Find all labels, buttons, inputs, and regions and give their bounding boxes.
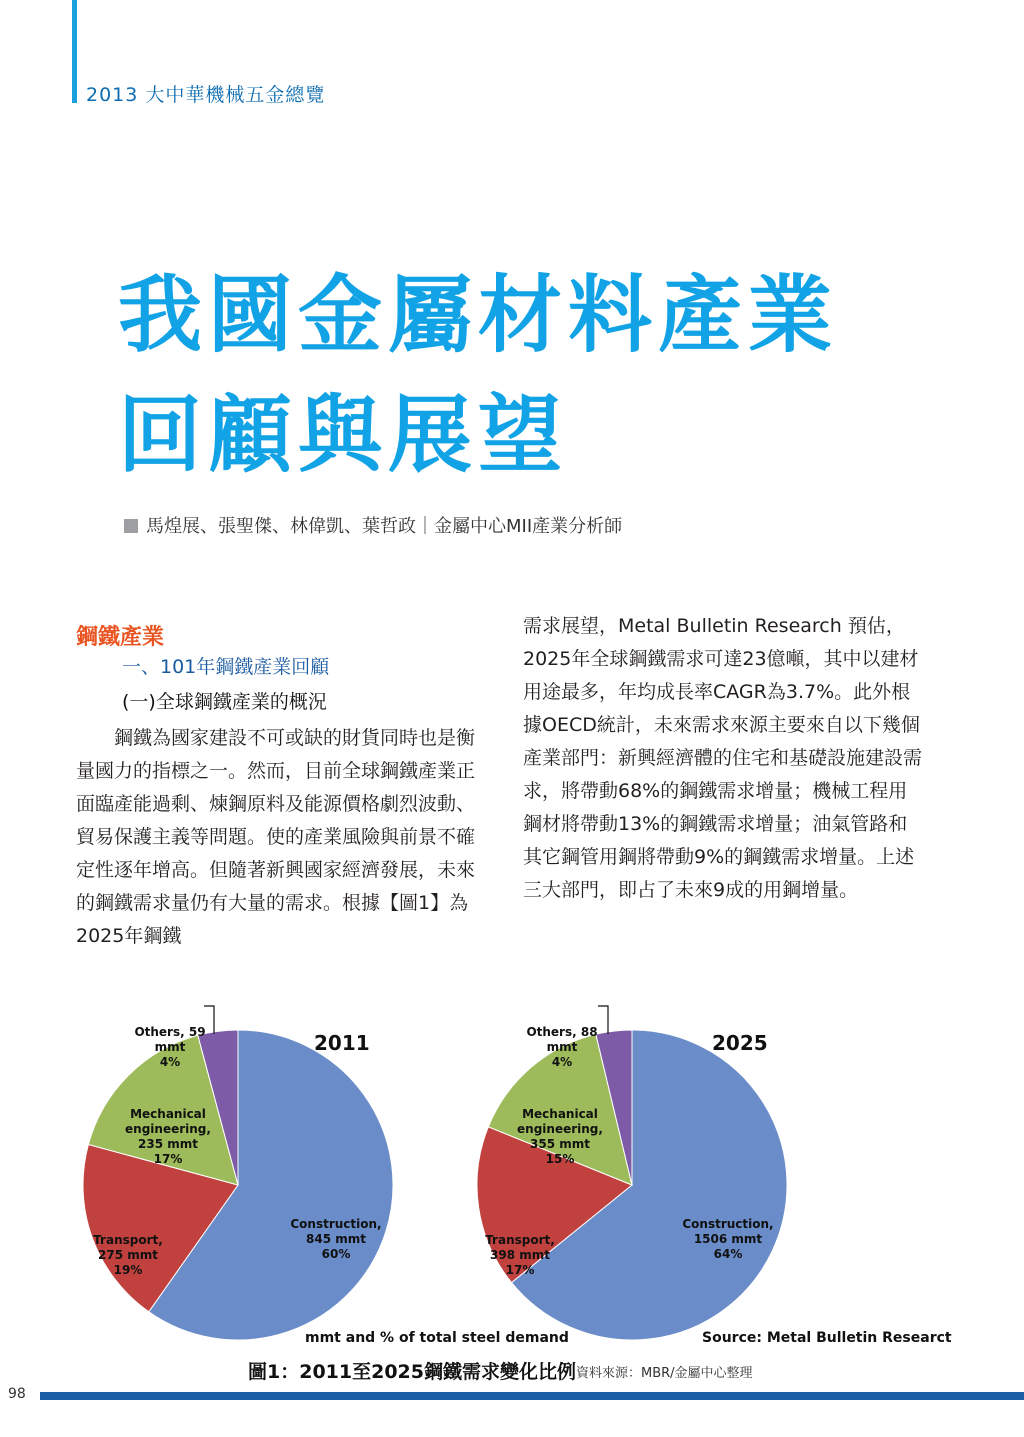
pie-label-line: engineering, xyxy=(517,1122,603,1136)
pie-label-construction xyxy=(682,1217,773,1262)
article-title-line1: 我國金屬材料產業 xyxy=(118,266,839,364)
authors-line xyxy=(124,512,622,538)
pie-label-others xyxy=(526,1025,597,1070)
chart-title-2025: 2025 xyxy=(712,1031,768,1055)
others-leader-line xyxy=(598,1006,608,1034)
authors-text: 馬煌展、張聖傑、林偉凱、葉哲政｜金屬中心MII產業分析師 xyxy=(146,516,623,537)
pie-chart-2025 xyxy=(470,995,920,1355)
pie-label-line: Others, 59 xyxy=(134,1025,206,1039)
pie-label-others xyxy=(134,1025,205,1070)
pie-label-line: 64% xyxy=(713,1247,743,1261)
pie-label-mechanical-engineering xyxy=(517,1107,603,1167)
pie-chart-2011 xyxy=(78,995,528,1355)
pie-label-line: 398 mmt xyxy=(490,1248,550,1262)
pie-label-line: mmt xyxy=(154,1040,186,1054)
pie-label-line: Mechanical xyxy=(522,1107,598,1121)
pie-label-line: 1506 mmt xyxy=(693,1232,763,1246)
pie-label-line: Mechanical xyxy=(130,1107,206,1121)
pie-label-line: Construction, xyxy=(682,1217,774,1231)
pie-label-line: 845 mmt xyxy=(306,1232,366,1246)
article-title-line2: 回顧與展望 xyxy=(118,386,569,484)
chart-unit-note: mmt and % of total steel demand xyxy=(305,1330,569,1346)
chart-title-2011: 2011 xyxy=(314,1031,370,1055)
section-heading: 鋼鐵產業 xyxy=(76,625,165,650)
figure-caption: 圖1：2011至2025鋼鐵需求變化比例 xyxy=(248,1361,576,1383)
body-text-left: 鋼鐵為國家建設不可或缺的財貨同時也是衡量國力的指標之一。然而，目前全球鋼鐵產業正面臨產能過剩、煉鋼原料及能源價格劇烈波動、貿易保護主義等問題。使的產業風險與前景不確定性逐年增高。但隨著新興國家經濟發展，未來的鋼鐵需求量仍有大量的需求。根據【圖1】為2025年鋼鐵 xyxy=(76,727,476,947)
publication-header: 2013 大中華機械五金總覽 xyxy=(86,84,326,106)
pie-label-line: 4% xyxy=(551,1055,573,1069)
pie-label-line: Construction, xyxy=(290,1217,382,1231)
pie-label-line: 17% xyxy=(505,1263,535,1277)
pie-label-line: 4% xyxy=(159,1055,181,1069)
square-bullet-icon xyxy=(124,519,138,533)
pie-label-line: 235 mmt xyxy=(138,1137,198,1151)
pie-label-line: 19% xyxy=(113,1263,143,1277)
body-text-right: 需求展望，Metal Bulletin Research 預估，2025年全球鋼鐵需求可達23億噸，其中以建材用途最多，年均成長率CAGR為3.7%。此外根據OECD統計，未來需求來源主要來自以下幾個產業部門：新興經濟體的住宅和基礎設施建設需求，將帶動68%的鋼鐵需求增量；機械工程用鋼材將帶動13%的鋼鐵需求增量；油氣管路和其它鋼管用鋼將帶動9%的鋼鐵需求增量。上述三大部門，即占了未來9成的用鋼增量。 xyxy=(523,615,923,901)
pie-label-line: 60% xyxy=(321,1247,351,1261)
pie-label-line: Others, 88 xyxy=(526,1025,598,1039)
pie-label-line: mmt xyxy=(546,1040,578,1054)
chart-source: Source: Metal Bulletin Researct xyxy=(702,1330,952,1346)
pie-label-transport xyxy=(93,1233,163,1278)
footer-bar xyxy=(40,1392,1024,1400)
pie-label-line: 17% xyxy=(153,1152,183,1166)
page-number: 98 xyxy=(8,1386,26,1402)
pie-label-transport xyxy=(485,1233,555,1278)
pie-label-line: engineering, xyxy=(125,1122,211,1136)
pie-label-line: Transport, xyxy=(485,1233,555,1247)
subsubsection-heading: (一)全球鋼鐵產業的概況 xyxy=(122,691,327,713)
pie-label-construction xyxy=(290,1217,381,1262)
pie-label-line: 15% xyxy=(545,1152,575,1166)
subsection-heading: 一、101年鋼鐵產業回顧 xyxy=(122,656,330,678)
figure-credit: 資料來源：MBR/金屬中心整理 xyxy=(576,1366,753,1381)
pie-label-mechanical-engineering xyxy=(125,1107,211,1167)
pie-label-line: 275 mmt xyxy=(98,1248,158,1262)
pie-label-line: 355 mmt xyxy=(530,1137,590,1151)
pie-label-line: Transport, xyxy=(93,1233,163,1247)
header-accent-bar xyxy=(72,0,77,103)
